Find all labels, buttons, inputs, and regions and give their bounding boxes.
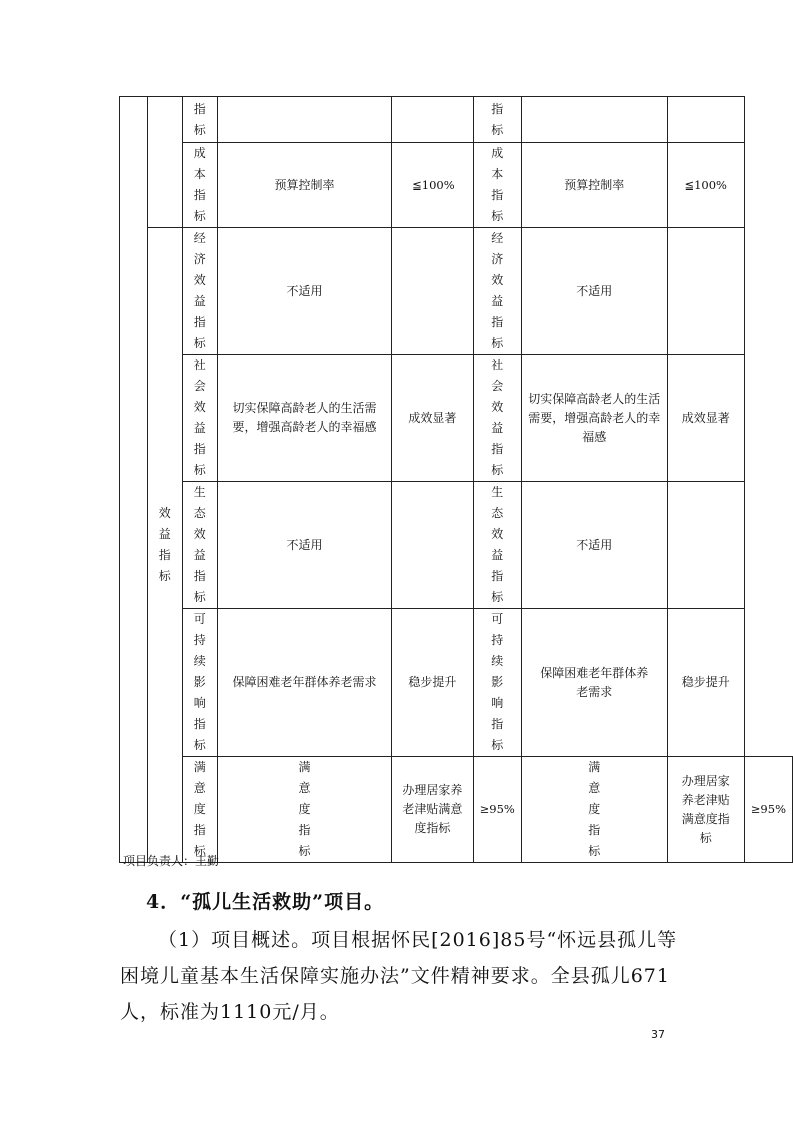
table-row: [120, 482, 793, 609]
table-row: [120, 143, 793, 228]
indicator-cell-right: 指标: [473, 97, 521, 143]
indicator-cell-right: 社会效益指标: [473, 355, 521, 482]
indicator-cell-right: 成本指标: [473, 143, 521, 228]
content-cell-right: 切实保障高龄老人的生活需要，增强高龄老人的幸福感: [521, 355, 667, 482]
table-row: [120, 355, 793, 482]
content-cell-left: 不适用: [217, 482, 391, 609]
value-cell-left: 稳步提升: [392, 609, 474, 757]
value-cell-left: [392, 228, 474, 355]
performance-indicator-table: [119, 96, 793, 863]
value-cell-right: 成效显著: [667, 355, 744, 482]
value-cell-left: ≥95%: [473, 757, 521, 863]
value-cell-left: ≦100%: [392, 143, 474, 228]
table-row: [120, 757, 793, 863]
indicator-cell-left: 满意度指标: [217, 757, 391, 863]
content-cell-left: 办理居家养老津贴满意度指标: [392, 757, 474, 863]
content-cell-left: 切实保障高龄老人的生活需要，增强高龄老人的幸福感: [217, 355, 391, 482]
content-cell-right: 不适用: [521, 228, 667, 355]
category-cell-upper: [147, 97, 182, 228]
indicator-cell-left: 可持续影响指标: [182, 609, 217, 757]
value-cell-left: [392, 97, 474, 143]
value-cell-right: ≥95%: [744, 757, 792, 863]
content-cell-right: 保障困难老年群体养老需求: [521, 609, 667, 757]
content-cell-right: 办理居家养老津贴满意度指标: [667, 757, 744, 863]
content-cell-left: 不适用: [217, 228, 391, 355]
value-cell-right: [667, 228, 744, 355]
indicator-cell-right: 生态效益指标: [473, 482, 521, 609]
indicator-cell-left: 成本指标: [182, 143, 217, 228]
value-cell-right: 稳步提升: [667, 609, 744, 757]
value-cell-right: ≦100%: [667, 143, 744, 228]
value-cell-left: 成效显著: [392, 355, 474, 482]
indicator-cell-left: 社会效益指标: [182, 355, 217, 482]
content-cell-right: 预算控制率: [521, 143, 667, 228]
content-cell-left: [217, 97, 391, 143]
indicator-cell-left: 指标: [182, 97, 217, 143]
category-cell-benefit: 效益指标: [147, 228, 182, 863]
category-cell-satisfaction: 满意度指标: [182, 757, 217, 863]
page-number: 37: [651, 1028, 665, 1041]
indicator-cell-right: 经济效益指标: [473, 228, 521, 355]
table-row: [120, 609, 793, 757]
content-cell-left: 预算控制率: [217, 143, 391, 228]
value-cell-left: [392, 482, 474, 609]
content-cell-right: [521, 97, 667, 143]
responsible-person: 项目负责人：王勤: [123, 854, 220, 868]
project-overview-paragraph: （1）项目概述。项目根据怀民[2016]85号“怀远县孤儿等困境儿童基本生活保障实施办法”文件精神要求。全县孤儿671人，标准为1110元/月。: [120, 929, 678, 1023]
content-cell-left: 保障困难老年群体养老需求: [217, 609, 391, 757]
outer-column-cell: [120, 97, 148, 863]
table-row: [120, 228, 793, 355]
indicator-cell-right: 满意度指标: [521, 757, 667, 863]
value-cell-right: [667, 97, 744, 143]
value-cell-right: [667, 482, 744, 609]
indicator-cell-right: 可持续影响指标: [473, 609, 521, 757]
indicator-cell-left: 生态效益指标: [182, 482, 217, 609]
indicator-cell-left: 经济效益指标: [182, 228, 217, 355]
section-heading: 4．“孤儿生活救助”项目。: [146, 891, 385, 913]
table-row: [120, 97, 793, 143]
content-cell-right: 不适用: [521, 482, 667, 609]
